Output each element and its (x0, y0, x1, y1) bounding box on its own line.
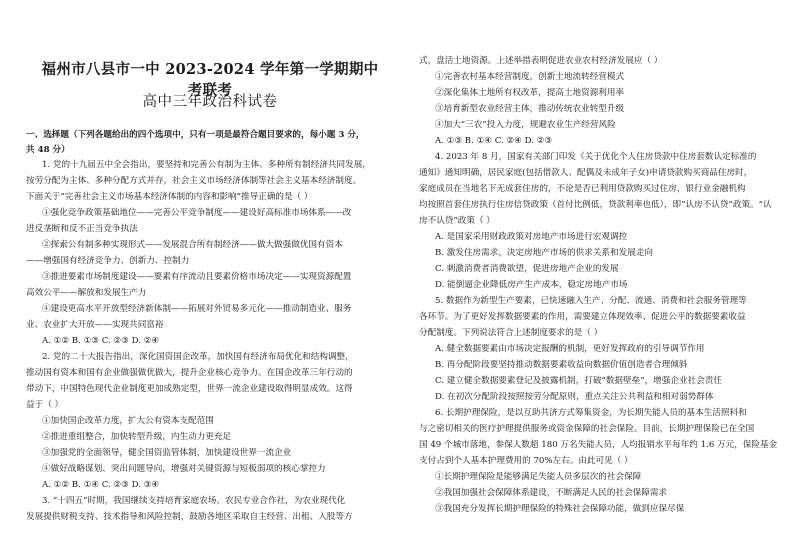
option-line: 高效公平——解放和发展生产力 (26, 288, 147, 298)
option-line: ③推进要素市场制度建设——要素有序流动且要素价格市场决定——实现资源配置 (42, 272, 352, 282)
question-line: 5. 数据作为新型生产要素，已快速融入生产、分配、流通、消费和社会服务管理等 (435, 296, 747, 306)
option-line: ④建设更高水平开放型经济新体制——拓展对外贸易多元化——推动制造业、服务 (42, 304, 352, 314)
question-line: 分配制度。下列说法符合上述制度要求的是（ ） (419, 328, 603, 338)
option-line: C. 建立健全数据要素登记及披露机制，打破“数据壁垒”，增强企业社会责任 (435, 376, 722, 386)
question-line: 1. 党的十九届五中全会指出，要坚持和完善公有制为主体、多种所有制经济共同发展， (42, 160, 371, 170)
question-line: 3. “十四五”时期，我国继续支持培育家庭农场、农民专业合作社，为农业现代化 (42, 496, 346, 506)
option-line: ③我国充分发挥长期护理保险的特殊社会保障功能，做到应保尽保 (435, 504, 685, 514)
section-heading-line: 一、选择题（下列各题给出的四个选项中，只有一项是最符合题目要求的，每小题 3 分， (26, 130, 365, 140)
option-line: ②深化集体土地所有权改革，提高土地资源利用率 (435, 88, 625, 98)
answer-choices: A. ①② B. ①③ C. ②③ D. ②④ (42, 336, 160, 346)
question-line: 带动下，中国特色现代企业制度更加成熟定型，世界一流企业建设取得明显成效。这得 (26, 384, 353, 394)
option-line: A. 是国家采用财政政策对房地产市场进行宏观调控 (435, 232, 628, 242)
option-line: 进反垄断和反不正当竞争执法 (26, 224, 138, 234)
option-line: ①长期护理保险是能够满足失能人员多层次的社会保障 (435, 472, 642, 482)
answer-choices: A. ①② B. ①④ C. ②③ D. ③④ (42, 480, 160, 490)
answer-choices: A. ①③ B. ①④ C. ②④ D. ②③ (435, 136, 553, 146)
option-line: ③加强党的全面领导，健全国资监管体制，加快建设世界一流企业 (42, 448, 292, 458)
question-line: 各环节。为了更好发挥数据要素的作用，需要建立体现效率、促进公平的数据要素收益 (419, 312, 746, 322)
section-heading-line: 共 48 分） (26, 145, 70, 155)
option-line: ①加快国企改革力度，扩大公有资本支配范围 (42, 416, 214, 426)
option-line: D. 在初次分配阶段按照按劳分配原则，重点关注公共利益和相对弱势群体 (435, 392, 714, 402)
option-line: ④做好战略谋划、突出问题导向，增强对关键资源与短板弱项的核心掌控力 (42, 464, 326, 474)
question-line: 式，盘活土地资源。上述举措表明促进农业农村经济发展应（ ） (419, 56, 663, 66)
question-line: 支付占到个人基本护理费用的 70%左右。由此可见（ ） (419, 456, 633, 466)
exam-subtitle: 高中三年政治科试卷 (142, 94, 278, 110)
option-line: ②推进重组整合，加快转型升级，内生动力更充足 (42, 432, 232, 442)
option-line: B. 激发住房需求，决定房地产市场的供求关系和发展走向 (435, 248, 654, 258)
question-line: 2. 党的二十大报告指出，深化国资国企改革，加快国有经济布局优化和结构调整， (42, 352, 354, 362)
question-line: 推动国有资本和国有企业做强做优做大，提升企业核心竞争力。在国企改革三年行动的 (26, 368, 353, 378)
option-line: A. 健全数据要素由市场决定报酬的机制，更好发挥政府的引导调节作用 (435, 344, 705, 354)
question-line: 国 49 个城市落地，参保人数超 180 万名失能人员，人均报销水平每年约 1.6 万元，保险基金 (419, 440, 778, 450)
option-line: 业、农业扩大开放——实现共同富裕 (26, 320, 164, 330)
option-line: C. 刺激消费者消费欲望，促进房地产企业的发展 (435, 264, 619, 274)
option-line: ①强化竞争政策基础地位——完善公平竞争制度——建设好高标准市场体系——改 (42, 208, 352, 218)
question-line: 益于（ ） (26, 400, 64, 410)
option-line: ②我国加强社会保障体系建设，不断满足人民的社会保障需求 (435, 488, 668, 498)
question-line: 家庭成员在当地名下无成套住房的，不论是否已利用贷款购买过住房，银行业金融机构 (419, 184, 746, 194)
option-line: ②探索公有制多种实现形式——发展混合所有制经济——做大做强做优国有资本 (42, 240, 343, 250)
option-line: ——增强国有经济竞争力、创新力、控制力 (26, 256, 190, 266)
question-line: 6. 长期护理保险，是以互助共济方式筹集资金，为长期失能人员的基本生活照料和 (435, 408, 747, 418)
exam-title: 福州市八县市一中 2023-2024 学年第一学期期中考联考 (41, 61, 379, 99)
option-line: D. 能倒逼企业降低房产生产成本，稳定房地产市场 (435, 280, 628, 290)
option-line: ④加大“三农”投入力度，规避农业生产经营风险 (435, 120, 616, 130)
question-line: 按劳分配为主体、多种分配方式并存，社会主义市场经济体制等社会主义基本经济制度。 (26, 176, 362, 186)
question-line: 4. 2023 年 8 月，国家有关部门印发《关于优化个人住房贷款中住房套数认定标准的 (435, 152, 757, 162)
option-line: ①完善农村基本经营制度，创新土地流转经营模式 (435, 72, 625, 82)
question-line: 与之密切相关的医疗护理提供服务或资金保障的社会保险。目前，长期护理保险已在全国 (419, 424, 755, 434)
question-line: 通知》通知明确，居民家庭(包括借款人、配偶及未成年子女)申请贷款购买商品住房时， (419, 168, 753, 178)
question-line: 房不认贷”政策（ ） (419, 216, 495, 226)
question-line: 下面关于“完善社会主义市场基本经济体制的内容和影响”推导正确的是（ ） (26, 192, 313, 202)
option-line: ③培育新型农业经营主体，推动传统农业转型升级 (435, 104, 625, 114)
option-line: B. 再分配阶段要坚持推动数据要素收益向数据价值创造者合理倾斜 (435, 360, 688, 370)
question-line: 发展提供财税支持、技术指导和风险控制，鼓励各地区采取自主经营、出租、入股等方 (26, 512, 353, 522)
question-line: 均按照首套住房执行住房信贷政策（首付比例低，贷款利率也低），即“认房不认贷”政策。“认 (419, 200, 772, 210)
